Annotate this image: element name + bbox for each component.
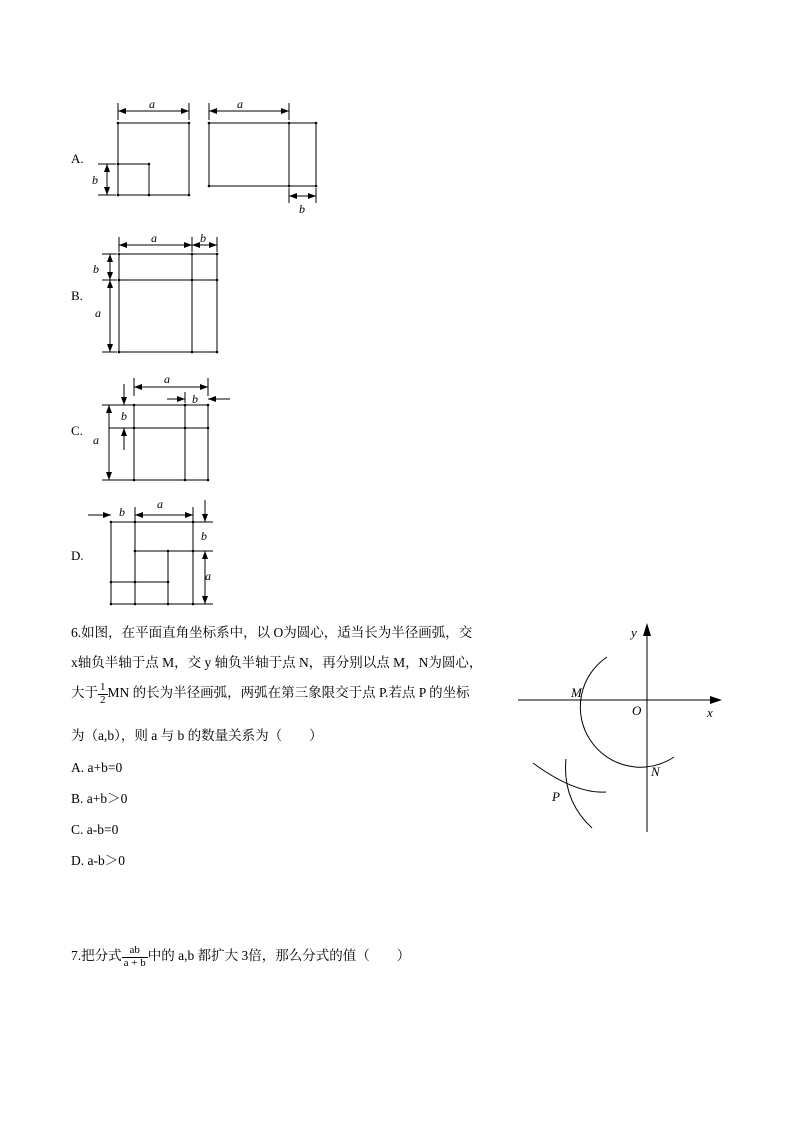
dim-label-b: b: [299, 202, 305, 216]
option-c-label: C.: [71, 423, 83, 438]
point-m-label: M: [571, 685, 582, 700]
dim-label-b: b: [93, 262, 99, 276]
q6-line3: 大于 $\frac{1}{2}$ MN 的长为半径画弧，两弧在第三象限交于点 P.若点 P 的坐标: [71, 681, 470, 706]
point-p-label: P: [552, 789, 560, 804]
dim-label-b: b: [92, 173, 98, 187]
dim-label-b: b: [201, 529, 207, 543]
q6-line2: x轴负半轴于点 M，交 y 轴负半轴于点 N，再分别以点 M，N为圆心，: [71, 655, 483, 670]
dim-label-a: a: [149, 97, 155, 111]
q6-line1: 6.如图，在平面直角坐标系中，以 O为圆心，适当长为半径画弧，交: [71, 625, 473, 640]
option-a-label: A.: [71, 151, 84, 166]
y-axis-label: y: [631, 625, 637, 640]
q6-number: 6.: [71, 625, 82, 640]
q6-fraction: $\frac{1}{2}$: [100, 681, 106, 706]
q6-line4: 为（a,b），则 a 与 b 的数量关系为（ ）: [71, 728, 323, 743]
dim-label-a: a: [95, 306, 101, 320]
dim-label-a: a: [205, 569, 211, 583]
option-b-label: B.: [71, 288, 83, 303]
dim-label-a: a: [151, 231, 157, 245]
option-d-label: D.: [71, 548, 84, 563]
dim-label-b: b: [192, 392, 198, 406]
dim-label-a: a: [93, 433, 99, 447]
dim-label-b: b: [200, 231, 206, 245]
dim-label-b: b: [121, 409, 127, 423]
q7-line: 7.把分式 $\frac{ab}{a + b}$ 中的 a,b 都扩大 3倍，那么分式的值（ ）: [71, 944, 411, 969]
dim-label-a: a: [164, 372, 170, 386]
origin-label: O: [632, 703, 642, 718]
q7-fraction: $\frac{ab}{a + b}$: [123, 944, 146, 969]
dim-label-a: a: [237, 97, 243, 111]
q6-option-a[interactable]: A. a+b=0: [71, 760, 123, 775]
point-n-label: N: [651, 764, 660, 779]
q6-option-d[interactable]: D. a-b＞0: [71, 853, 125, 868]
dim-label-a: a: [157, 497, 163, 511]
dim-label-b: b: [119, 505, 125, 519]
q7-number: 7.: [71, 948, 82, 964]
q6-option-c[interactable]: C. a-b=0: [71, 822, 119, 837]
q6-option-b[interactable]: B. a+b＞0: [71, 791, 128, 806]
x-axis-label: x: [707, 705, 713, 720]
